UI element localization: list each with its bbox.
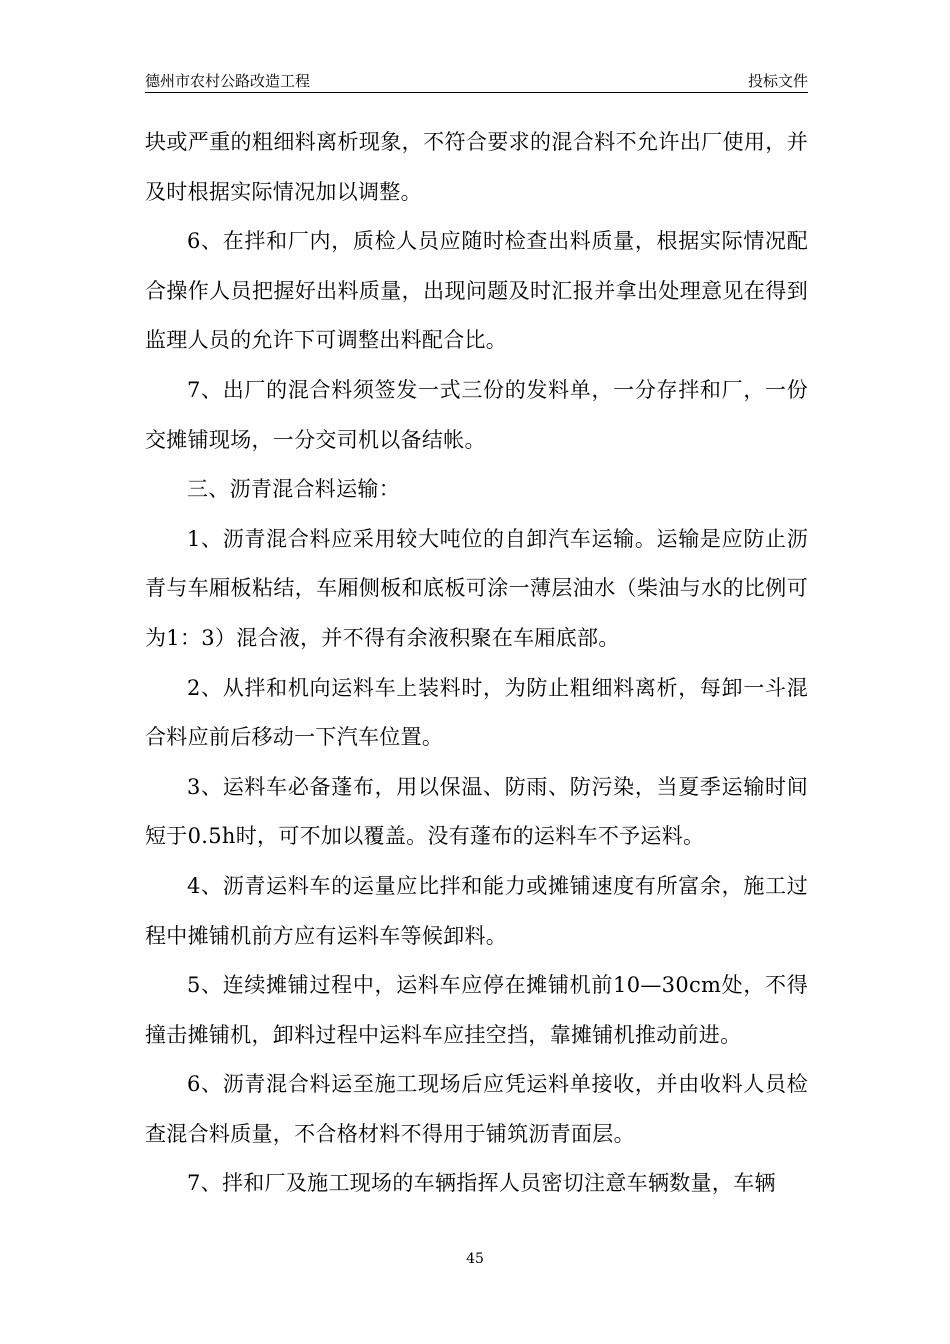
header-project-title: 德州市农村公路改造工程 [145,72,311,90]
paragraph: 块或严重的粗细料离析现象，不符合要求的混合料不允许出厂使用，并及时根据实际情况加以调整。 [145,130,808,204]
header-document-type: 投标文件 [747,72,808,90]
paragraph: 6、沥青混合料运至施工现场后应凭运料单接收，并由收料人员检查混合料质量，不合格材料不得用于铺筑沥青面层。 [145,1072,808,1146]
paragraph: 3、运料车必备蓬布，用以保温、防雨、防污染，当夏季运输时间短于0.5h时，可不加以覆盖。没有蓬布的运料车不予运料。 [145,774,808,849]
section-heading: 三、沥青混合料运输： [187,477,400,502]
paragraph: 7、出厂的混合料须签发一式三份的发料单，一分存拌和厂，一份交摊铺现场，一分交司机以备结帐。 [145,377,808,452]
page-number: 45 [466,1251,484,1267]
page-header [145,70,808,92]
paragraph: 2、从拌和机向运料车上装料时，为防止粗细料离析，每卸一斗混合料应前后移动一下汽车位置。 [145,675,808,750]
paragraph: 5、连续摊铺过程中，运料车应停在摊铺机前10—30cm处，不得撞击摊铺机，卸料过程中运料车应挂空挡，靠摊铺机推动前进。 [145,973,808,1047]
paragraph: 4、沥青运料车的运量应比拌和能力或摊铺速度有所富余，施工过程中摊铺机前方应有运料车等候卸料。 [145,873,808,948]
paragraph: 1、沥青混合料应采用较大吨位的自卸汽车运输。运输是应防止沥青与车厢板粘结，车厢侧板和底板可涂一薄层油水（柴油与水的比例可为1：3）混合液，并不得有余液积聚在车厢底部。 [145,526,808,650]
paragraph: 7、拌和厂及施工现场的车辆指挥人员密切注意车辆数量，车辆 [187,1171,776,1196]
paragraph: 6、在拌和厂内，质检人员应随时检查出料质量，根据实际情况配合操作人员把握好出料质量，出现问题及时汇报并拿出处理意见在得到监理人员的允许下可调整出料配合比。 [145,229,808,353]
document-body [145,118,808,1209]
header-divider [145,92,808,93]
